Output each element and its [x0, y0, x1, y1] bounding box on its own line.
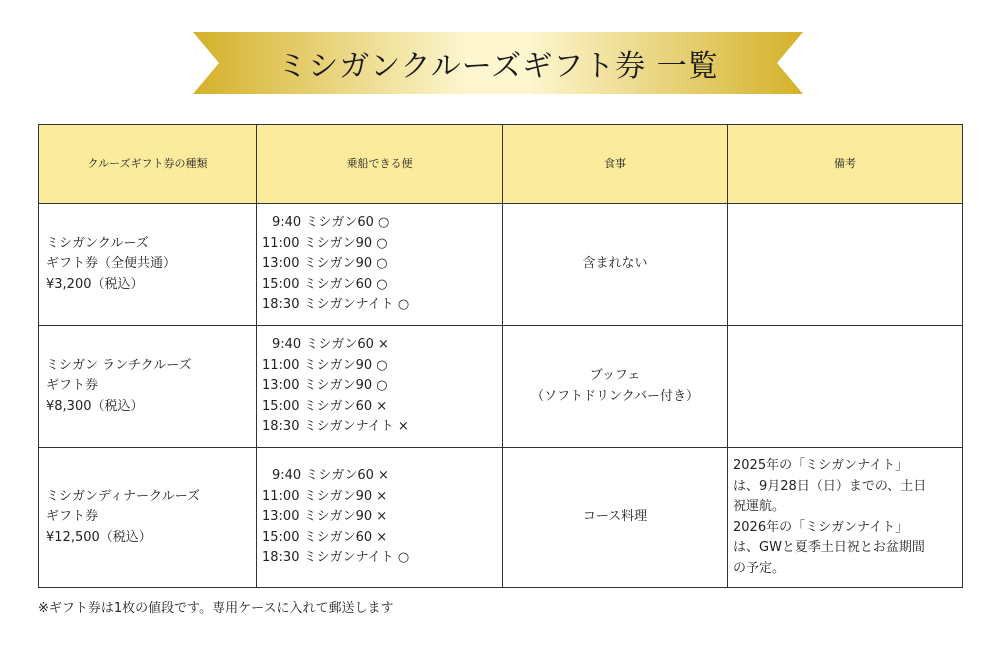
- header-schedule: 乗船できる便: [257, 125, 503, 204]
- schedule-line: 15:00 ミシガン60 ×: [262, 398, 388, 414]
- schedule-line: 13:00 ミシガン90 ○: [262, 378, 388, 394]
- ticket-price: ¥12,500（税込）: [46, 529, 152, 545]
- ticket-name: ギフト券（全便共通）: [46, 256, 177, 272]
- ticket-name: ミシガンディナークルーズ: [46, 488, 200, 504]
- notes-cell: [728, 204, 963, 326]
- note-line: 2026年の「ミシガンナイト」: [733, 519, 909, 535]
- schedule-cell: [257, 326, 503, 448]
- schedule-line: 11:00 ミシガン90 ×: [262, 488, 388, 504]
- ticket-price: ¥3,200（税込）: [46, 276, 144, 292]
- meal-text: （ソフトドリンクバー付き）: [531, 388, 699, 404]
- schedule-cell: [257, 448, 503, 588]
- ticket-type-cell: [39, 448, 257, 588]
- title-banner: [193, 32, 803, 94]
- table-row: [39, 448, 963, 588]
- notes-cell: [728, 326, 963, 448]
- schedule-line: 11:00 ミシガン90 ○: [262, 357, 388, 373]
- gift-ticket-table: [38, 124, 963, 588]
- meal-text: 含まれない: [582, 256, 648, 272]
- schedule-line: 11:00 ミシガン90 ○: [262, 235, 388, 251]
- note-line: 2025年の「ミシガンナイト」: [733, 458, 909, 473]
- table-row: [39, 204, 963, 326]
- ticket-name: ミシガン ランチクルーズ: [46, 357, 192, 373]
- schedule-line: 13:00 ミシガン90 ×: [262, 509, 388, 525]
- header-ticket-type: クルーズギフト券の種類: [39, 125, 257, 204]
- table-header-row: [39, 125, 963, 204]
- schedule-line: 18:30 ミシガンナイト ○: [262, 550, 410, 566]
- schedule-line: 15:00 ミシガン60 ×: [262, 529, 388, 545]
- ticket-type-cell: [39, 204, 257, 326]
- schedule-cell: [257, 204, 503, 326]
- footnote: ※ギフト券は1枚の値段です。専用ケースに入れて郵送します: [38, 601, 394, 616]
- ticket-name: ギフト券: [46, 509, 99, 525]
- ticket-name: ミシガンクルーズ: [46, 235, 149, 251]
- ticket-name: ギフト券: [46, 378, 99, 394]
- header-notes: 備考: [728, 125, 963, 204]
- schedule-line: 18:30 ミシガンナイト ○: [262, 297, 410, 313]
- meal-cell: [503, 448, 728, 588]
- schedule-line: 9:40 ミシガン60 ×: [272, 468, 389, 484]
- meal-cell: [503, 326, 728, 448]
- table-row: [39, 326, 963, 448]
- schedule-line: 9:40 ミシガン60 ○: [272, 215, 390, 231]
- note-line: は、GWと夏季土日祝とお盆期間: [733, 540, 925, 555]
- schedule-line: 15:00 ミシガン60 ○: [262, 276, 388, 292]
- schedule-line: 9:40 ミシガン60 ×: [272, 337, 389, 353]
- meal-text: ブッフェ: [589, 368, 641, 383]
- page-title: ミシガンクルーズギフト券 一覧: [277, 49, 719, 84]
- meal-text: コース料理: [582, 509, 648, 525]
- schedule-line: 18:30 ミシガンナイト ×: [262, 419, 409, 435]
- meal-cell: [503, 204, 728, 326]
- note-line: の予定。: [733, 560, 786, 576]
- ticket-price: ¥8,300（税込）: [46, 398, 144, 414]
- note-line: 祝運航。: [733, 499, 786, 514]
- ticket-type-cell: [39, 326, 257, 448]
- note-line: は、9月28日（日）までの、土日: [733, 478, 927, 494]
- header-meal: 食事: [503, 125, 728, 204]
- notes-cell: [728, 448, 963, 588]
- schedule-line: 13:00 ミシガン90 ○: [262, 256, 388, 272]
